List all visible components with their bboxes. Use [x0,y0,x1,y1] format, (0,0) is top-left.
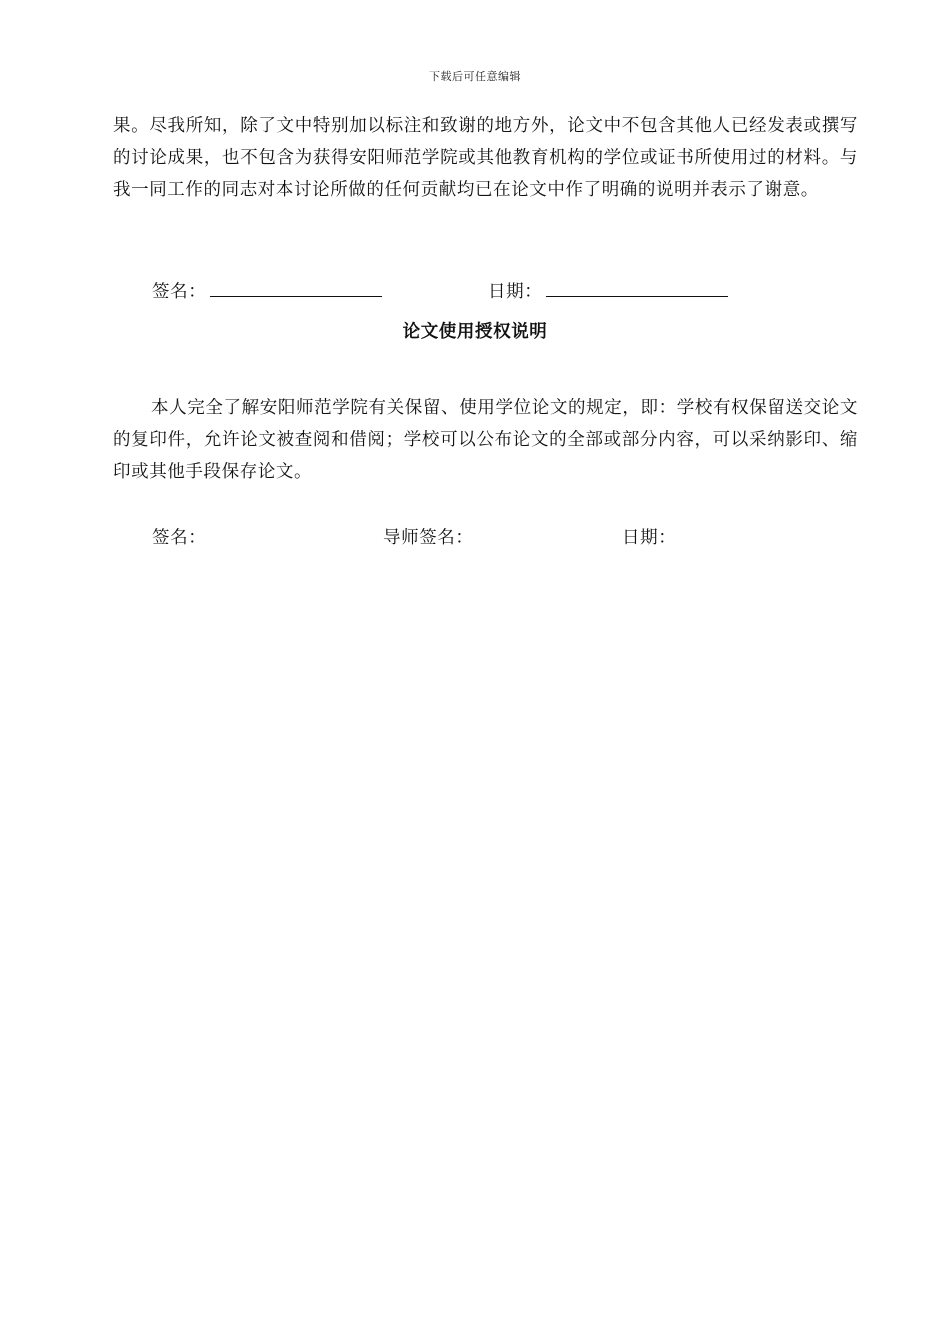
authorization-paragraph: 本人完全了解安阳师范学院有关保留、使用学位论文的规定，即：学校有权保留送交论文的复印件，允许论文被查阅和借阅；学校可以公布论文的全部或部分内容，可以采纳影印、缩印或其他手段保存论文。 [113,398,858,482]
authorization-date-label: 日期： [622,528,677,548]
declaration-signature-label: 签名： [152,282,207,302]
page-header: 下载后可任意编辑 [429,70,521,83]
declaration-signature-line [210,278,382,297]
declaration-date-field [488,278,728,304]
declaration-date-label: 日期： [488,282,543,302]
authorization-advisor-signature-label: 导师签名： [383,528,474,548]
authorization-title: 论文使用授权说明 [402,322,548,342]
authorization-signature-label: 签名： [152,528,207,548]
declaration-date-line [546,278,728,297]
declaration-paragraph: 果。尽我所知，除了文中特别加以标注和致谢的地方外，论文中不包含其他人已经发表或撰写的讨论成果，也不包含为获得安阳师范学院或其他教育机构的学位或证书所使用过的材料。与我一同工作的同志对本讨论所做的任何贡献均已在论文中作了明确的说明并表示了谢意。 [113,116,858,200]
declaration-signature-field [152,278,382,304]
